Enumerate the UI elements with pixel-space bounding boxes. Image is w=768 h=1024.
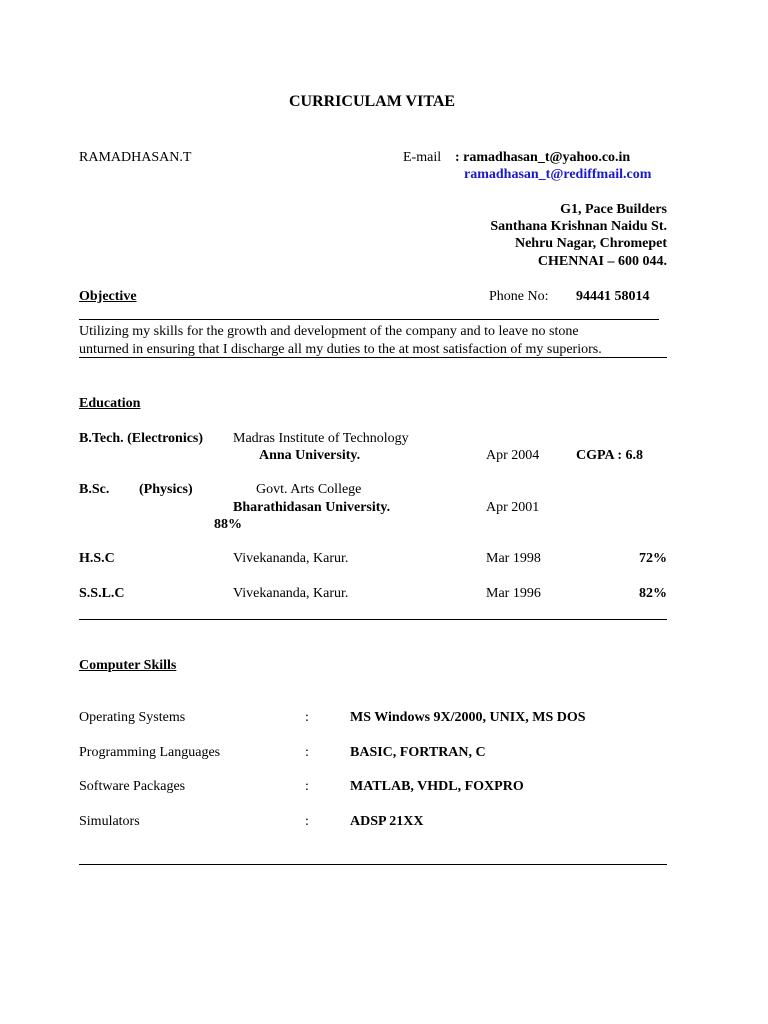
date: Mar 1996 <box>486 586 541 601</box>
divider <box>79 319 659 320</box>
degree: B.Sc. <box>79 482 110 497</box>
skill-separator: : <box>305 814 309 829</box>
divider <box>79 619 667 620</box>
skill-label: Programming Languages <box>79 745 221 760</box>
email-secondary[interactable]: ramadhasan_t@rediffmail.com <box>464 167 652 182</box>
date: Apr 2004 <box>486 448 540 463</box>
skill-separator: : <box>305 779 309 794</box>
skill-value: MATLAB, VHDL, FOXPRO <box>350 779 524 794</box>
institute: Govt. Arts College <box>256 482 362 497</box>
degree: B.Tech. (Electronics) <box>79 431 204 446</box>
email-label: E-mail <box>403 150 442 165</box>
phone-label: Phone No: <box>489 289 549 304</box>
address-line: CHENNAI – 600 044. <box>537 254 667 269</box>
university: Anna University. <box>259 448 361 463</box>
objective-line: Utilizing my skills for the growth and development of the company and to leave no stone <box>79 324 579 339</box>
email-primary[interactable]: : ramadhasan_t@yahoo.co.in <box>455 150 631 165</box>
skills-heading: Computer Skills <box>79 658 177 673</box>
divider <box>79 864 667 865</box>
skill-separator: : <box>305 745 309 760</box>
date: Mar 1998 <box>486 551 541 566</box>
degree: H.S.C <box>79 551 115 566</box>
university: Bharathidasan University. <box>233 500 391 515</box>
skill-label: Software Packages <box>79 779 186 794</box>
page-title: CURRICULAM VITAE <box>288 93 456 110</box>
skill-separator: : <box>305 710 309 725</box>
skill-value: ADSP 21XX <box>350 814 424 829</box>
degree: S.S.L.C <box>79 586 125 601</box>
phone-number: 94441 58014 <box>576 289 650 304</box>
date: Apr 2001 <box>486 500 540 515</box>
address-line: Nehru Nagar, Chromepet <box>514 236 667 251</box>
grade: 82% <box>639 586 667 601</box>
candidate-name: RAMADHASAN.T <box>79 150 192 165</box>
address-line: G1, Pace Builders <box>560 202 667 217</box>
skill-label: Simulators <box>79 814 140 829</box>
divider <box>79 357 667 358</box>
objective-heading: Objective <box>79 289 137 304</box>
grade: CGPA : 6.8 <box>576 448 644 463</box>
institute: Madras Institute of Technology <box>233 431 409 446</box>
skill-label: Operating Systems <box>79 710 186 725</box>
objective-line: unturned in ensuring that I discharge all my duties to the at most satisfaction of my superiors. <box>79 342 602 357</box>
skill-value: BASIC, FORTRAN, C <box>350 745 486 760</box>
address-line: Santhana Krishnan Naidu St. <box>490 219 667 234</box>
skill-value: MS Windows 9X/2000, UNIX, MS DOS <box>350 710 586 725</box>
subject: (Physics) <box>139 482 193 497</box>
education-heading: Education <box>79 396 141 411</box>
grade: 72% <box>639 551 667 566</box>
grade: 88% <box>214 517 242 532</box>
institute: Vivekananda, Karur. <box>233 586 349 601</box>
institute: Vivekananda, Karur. <box>233 551 349 566</box>
